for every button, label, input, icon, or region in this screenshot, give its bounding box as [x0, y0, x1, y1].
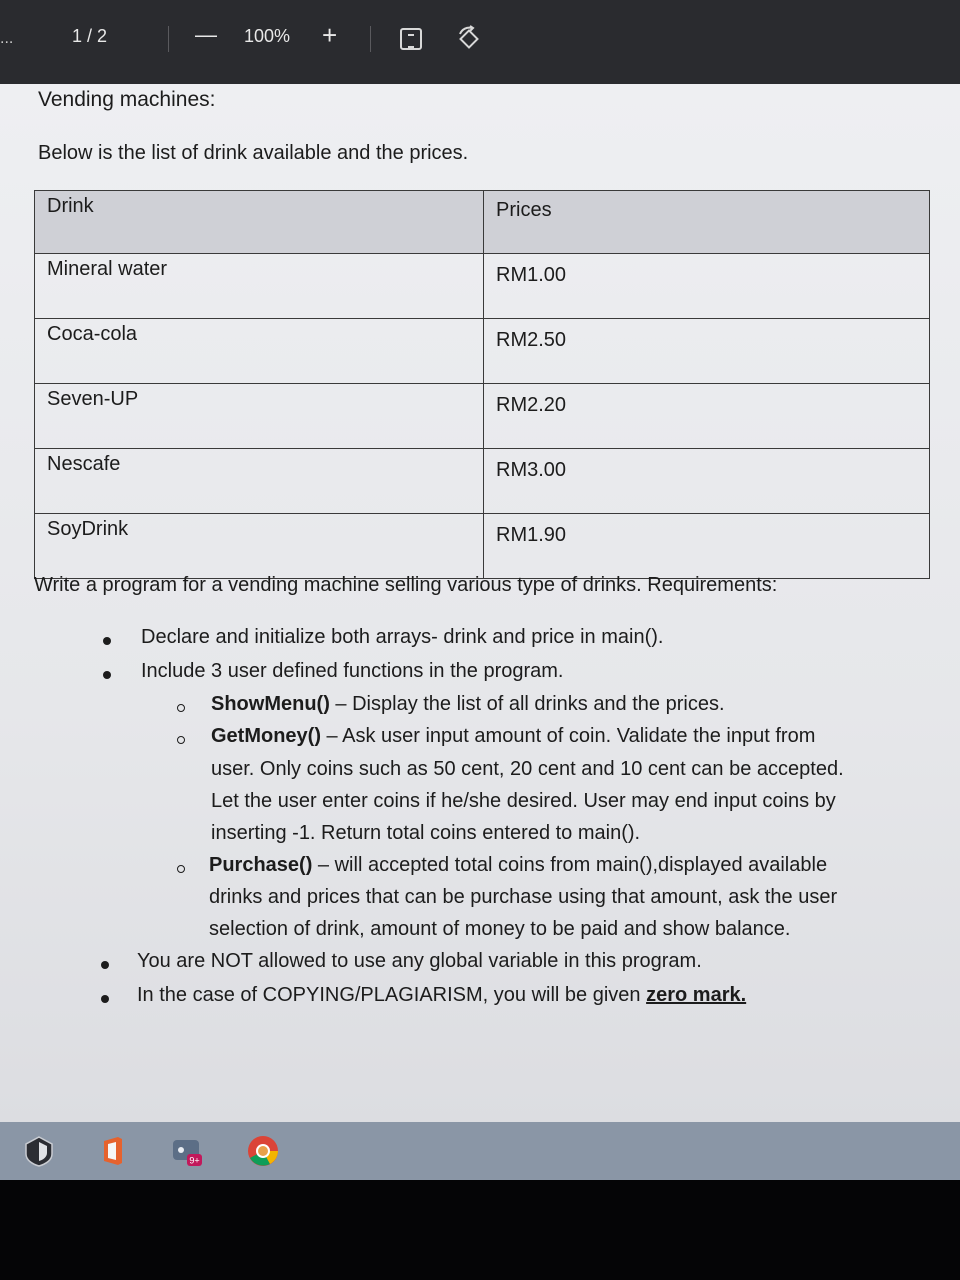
requirement-no-globals: You are NOT allowed to use any global variable in this program.: [137, 950, 702, 972]
page-indicator[interactable]: 1 / 2: [72, 26, 108, 46]
bullet-dot: [103, 671, 111, 679]
table-row: [35, 254, 930, 319]
toolbar-divider: [168, 26, 169, 52]
getmoney-line: inserting -1. Return total coins entered to main().: [211, 822, 641, 844]
sub-requirement-getmoney: [211, 725, 815, 748]
pdf-toolbar: [0, 0, 960, 84]
rotate-icon[interactable]: [454, 24, 484, 54]
table-row: [35, 384, 930, 449]
screen-bezel: [0, 1180, 960, 1280]
plagiarism-text: In the case of COPYING/PLAGIARISM, you will be given: [137, 984, 647, 1006]
sub-requirement-showmenu: [211, 693, 725, 716]
table-row: [35, 514, 930, 579]
bullet-dot: [103, 637, 111, 645]
function-description: – Ask user input amount of coin. Validate the input from: [321, 725, 816, 747]
bullet-dot: [101, 961, 109, 969]
table-row: [35, 319, 930, 384]
drink-cell: Coca-cola: [35, 319, 484, 384]
function-name: Purchase(): [209, 854, 313, 876]
page-heading: Vending machines:: [38, 88, 216, 111]
drink-cell: Seven-UP: [35, 384, 484, 449]
getmoney-line: Let the user enter coins if he/she desired. User may end input coins by: [211, 790, 836, 812]
sub-requirement-purchase: [209, 854, 827, 877]
requirement-functions: Include 3 user defined functions in the program.: [141, 660, 564, 682]
price-cell: RM2.20: [484, 384, 930, 449]
requirements-intro: Write a program for a vending machine selling various type of drinks. Requirements:: [34, 574, 778, 596]
table-header-row: [35, 191, 930, 254]
function-name: GetMoney(): [211, 725, 321, 747]
sub-bullet-circle: [177, 865, 185, 873]
chrome-icon[interactable]: [246, 1134, 280, 1168]
price-cell: RM1.90: [484, 514, 930, 579]
price-cell: RM2.50: [484, 319, 930, 384]
zoom-in-button[interactable]: +: [322, 20, 338, 50]
sub-bullet-circle: [177, 704, 185, 712]
page-subheading: Below is the list of drink available and the prices.: [38, 142, 469, 164]
function-description: – Display the list of all drinks and the prices.: [329, 693, 725, 715]
windows-security-icon[interactable]: [22, 1134, 56, 1168]
requirement-plagiarism: [137, 984, 746, 1007]
bullet-dot: [101, 995, 109, 1003]
drinks-price-table: [34, 190, 930, 579]
header-prices: Prices: [484, 191, 930, 254]
table-row: [35, 449, 930, 514]
zero-mark-emphasis: zero mark.: [646, 984, 747, 1006]
function-description: – will accepted total coins from main(),displayed available: [312, 854, 828, 876]
document-page: [0, 84, 960, 1124]
header-drink: Drink: [35, 191, 484, 254]
fit-page-icon[interactable]: [400, 28, 422, 50]
price-cell: RM3.00: [484, 449, 930, 514]
game-bar-icon[interactable]: [170, 1134, 204, 1168]
getmoney-line: user. Only coins such as 50 cent, 20 cent and 10 cent can be accepted.: [211, 758, 844, 780]
function-name: ShowMenu(): [211, 693, 330, 715]
drink-cell: Mineral water: [35, 254, 484, 319]
requirement-arrays: Declare and initialize both arrays- drink and price in main().: [141, 626, 664, 648]
price-cell: RM1.00: [484, 254, 930, 319]
zoom-level[interactable]: 100%: [244, 26, 291, 46]
purchase-line: drinks and prices that can be purchase using that amount, ask the user: [209, 886, 838, 908]
menu-dots[interactable]: ...: [0, 30, 14, 47]
purchase-line: selection of drink, amount of money to be paid and show balance.: [209, 918, 791, 940]
taskbar: [0, 1122, 960, 1180]
office-icon[interactable]: [96, 1134, 130, 1168]
drink-cell: Nescafe: [35, 449, 484, 514]
toolbar-divider: [370, 26, 371, 52]
sub-bullet-circle: [177, 736, 185, 744]
badge-count: 9+: [189, 1155, 200, 1166]
zoom-out-button[interactable]: —: [195, 22, 217, 47]
drink-cell: SoyDrink: [35, 514, 484, 579]
